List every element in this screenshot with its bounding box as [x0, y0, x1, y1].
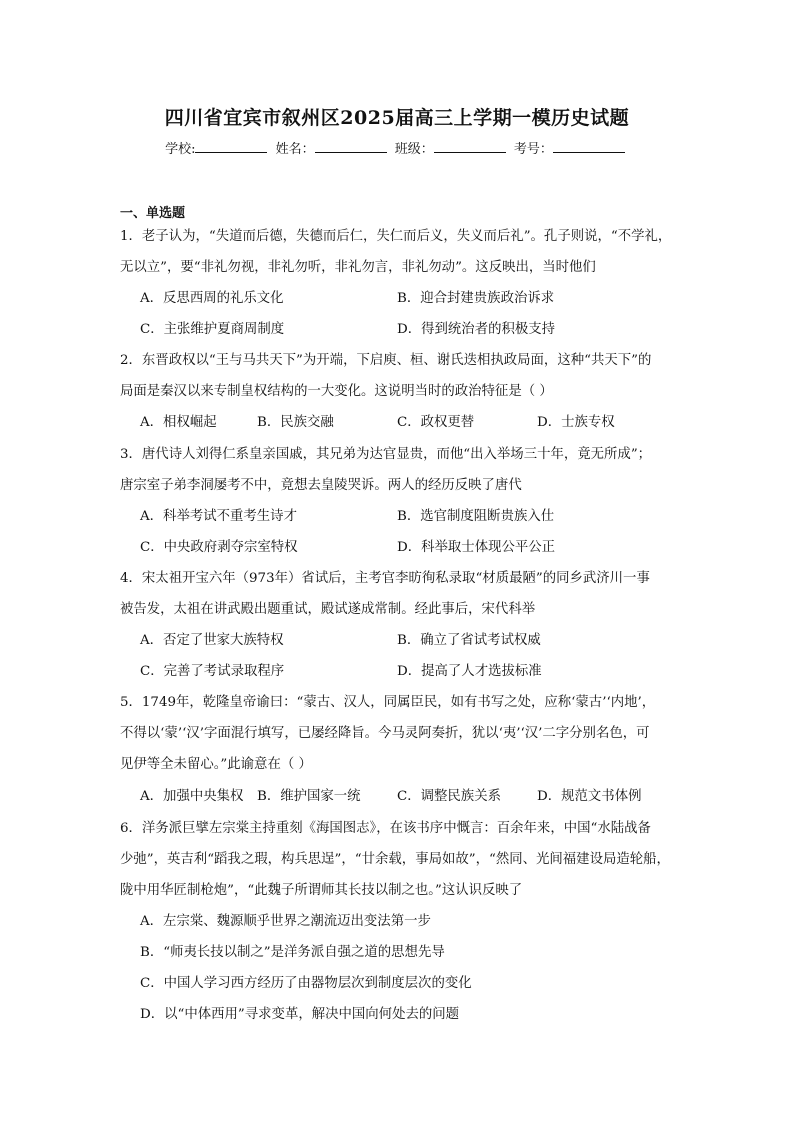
name-label: 姓名：	[275, 142, 315, 157]
q5-option-d: D．规范文书体例	[537, 789, 642, 804]
q3-option-d: D．科举取士体现公平公正	[397, 540, 556, 555]
q5-stem-line-1: 5．1749年，乾隆皇帝谕曰：“蒙古、汉人，同属臣民，如有书写之处，应称‘蒙古’‘内地’，	[120, 695, 656, 710]
q6-option-b: B．“师夷长技以制之”是洋务派自强之道的思想先导	[140, 945, 445, 960]
q6-option-a: A．左宗棠、魏源顺乎世界之潮流迈出变法第一步	[140, 914, 431, 929]
q6-stem-line-1: 6．洋务派巨擘左宗棠主持重刻《海国图志》，在该书序中慨言：百余年来，中国“水陆战备	[120, 821, 651, 836]
q1-option-d: D．得到统治者的积极支持	[397, 322, 556, 337]
q4-option-d: D．提高了人才选拔标准	[397, 664, 542, 679]
q4-option-a: A．否定了世家大族特权	[140, 633, 284, 648]
school-label: 学校:	[165, 142, 196, 157]
q2-option-d: D．士族专权	[537, 415, 615, 430]
q2-stem-line-2: 局面是秦汉以来专制皇权结构的一大变化。这说明当时的政治特征是（ ）	[120, 384, 553, 399]
q6-option-c: C．中国人学习西方经历了由器物层次到制度层次的变化	[140, 976, 472, 991]
student-info-row	[0, 138, 794, 157]
q1-option-a: A．反思西周的礼乐文化	[140, 291, 284, 306]
q6-stem-line-3: 陇中用华匠制枪炮”，“此魏子所谓师其长技以制之也。”这认识反映了	[120, 883, 523, 898]
q4-option-c: C．完善了考试录取程序	[140, 664, 285, 679]
q2-stem-line-1: 2．东晋政权以“王与马共天下”为开端，下启庾、桓、谢氏迭相执政局面，这种“共天下”的	[120, 353, 652, 368]
q4-option-b: B．确立了省试考试权威	[397, 633, 541, 648]
q5-option-a: A．加强中央集权	[140, 789, 244, 804]
q6-stem-line-2: 少弛”，英吉利“蹈我之瑕，构兵思逞”，“廿余载，事局如故”，“然同、光间福建设局造轮船，	[120, 852, 670, 867]
exam-no-label: 考号：	[513, 142, 553, 157]
q3-stem-line-2: 唐宗室子弟李洞屡考不中，竟想去皇陵哭诉。两人的经历反映了唐代	[120, 478, 522, 493]
q1-stem-line-1: 1．老子认为，“失道而后德，失德而后仁，失仁而后义，失义而后礼”。孔子则说，“不学礼，	[120, 229, 672, 244]
q5-option-c: C．调整民族关系	[397, 789, 501, 804]
page-title: 四川省宜宾市叙州区2025届高三上学期一模历史试题	[164, 107, 630, 129]
school-blank	[195, 140, 267, 153]
q3-option-b: B．选官制度阻断贵族入仕	[397, 509, 555, 524]
q6-option-d: D．以“中体西用”寻求变革，解决中国向何处去的问题	[140, 1007, 460, 1022]
q2-option-b: B．民族交融	[257, 415, 334, 430]
q3-option-c: C．中央政府剥夺宗室特权	[140, 540, 298, 555]
q3-stem-line-1: 3．唐代诗人刘得仁系皇亲国戚，其兄弟为达官显贵，而他“出入举场三十年，竟无所成”；	[120, 447, 652, 462]
q2-option-c: C．政权更替	[397, 415, 475, 430]
q4-stem-line-2: 被告发，太祖在讲武殿出题重试，殿试遂成常制。经此事后，宋代科举	[120, 602, 536, 617]
exam-no-blank	[553, 140, 625, 153]
q3-option-a: A．科举考试不重考生诗才	[140, 509, 297, 524]
name-blank	[315, 140, 387, 153]
q2-option-a: A．相权崛起	[140, 415, 217, 430]
q1-option-c: C．主张维护夏商周制度	[140, 322, 285, 337]
q1-stem-line-2: 无以立”，要“非礼勿视，非礼勿听，非礼勿言，非礼勿动”。这反映出，当时他们	[120, 260, 596, 275]
q1-option-b: B．迎合封建贵族政治诉求	[397, 291, 555, 306]
q5-stem-line-2: 不得以‘蒙’‘汉’字面混行填写，已屡经降旨。今马灵阿奏折，犹以‘夷’‘汉’二字分别名色，可	[120, 726, 650, 741]
class-blank	[434, 140, 506, 153]
q5-stem-line-3: 见伊等全未留心。”此谕意在（ ）	[120, 757, 312, 772]
q4-stem-line-1: 4．宋太祖开宝六年（973年）省试后，主考官李昉徇私录取“材质最陋”的同乡武济川一事	[120, 571, 650, 586]
class-label: 班级：	[394, 142, 434, 157]
q5-option-b: B．维护国家一统	[257, 789, 361, 804]
section-heading: 一、单选题	[120, 206, 186, 221]
